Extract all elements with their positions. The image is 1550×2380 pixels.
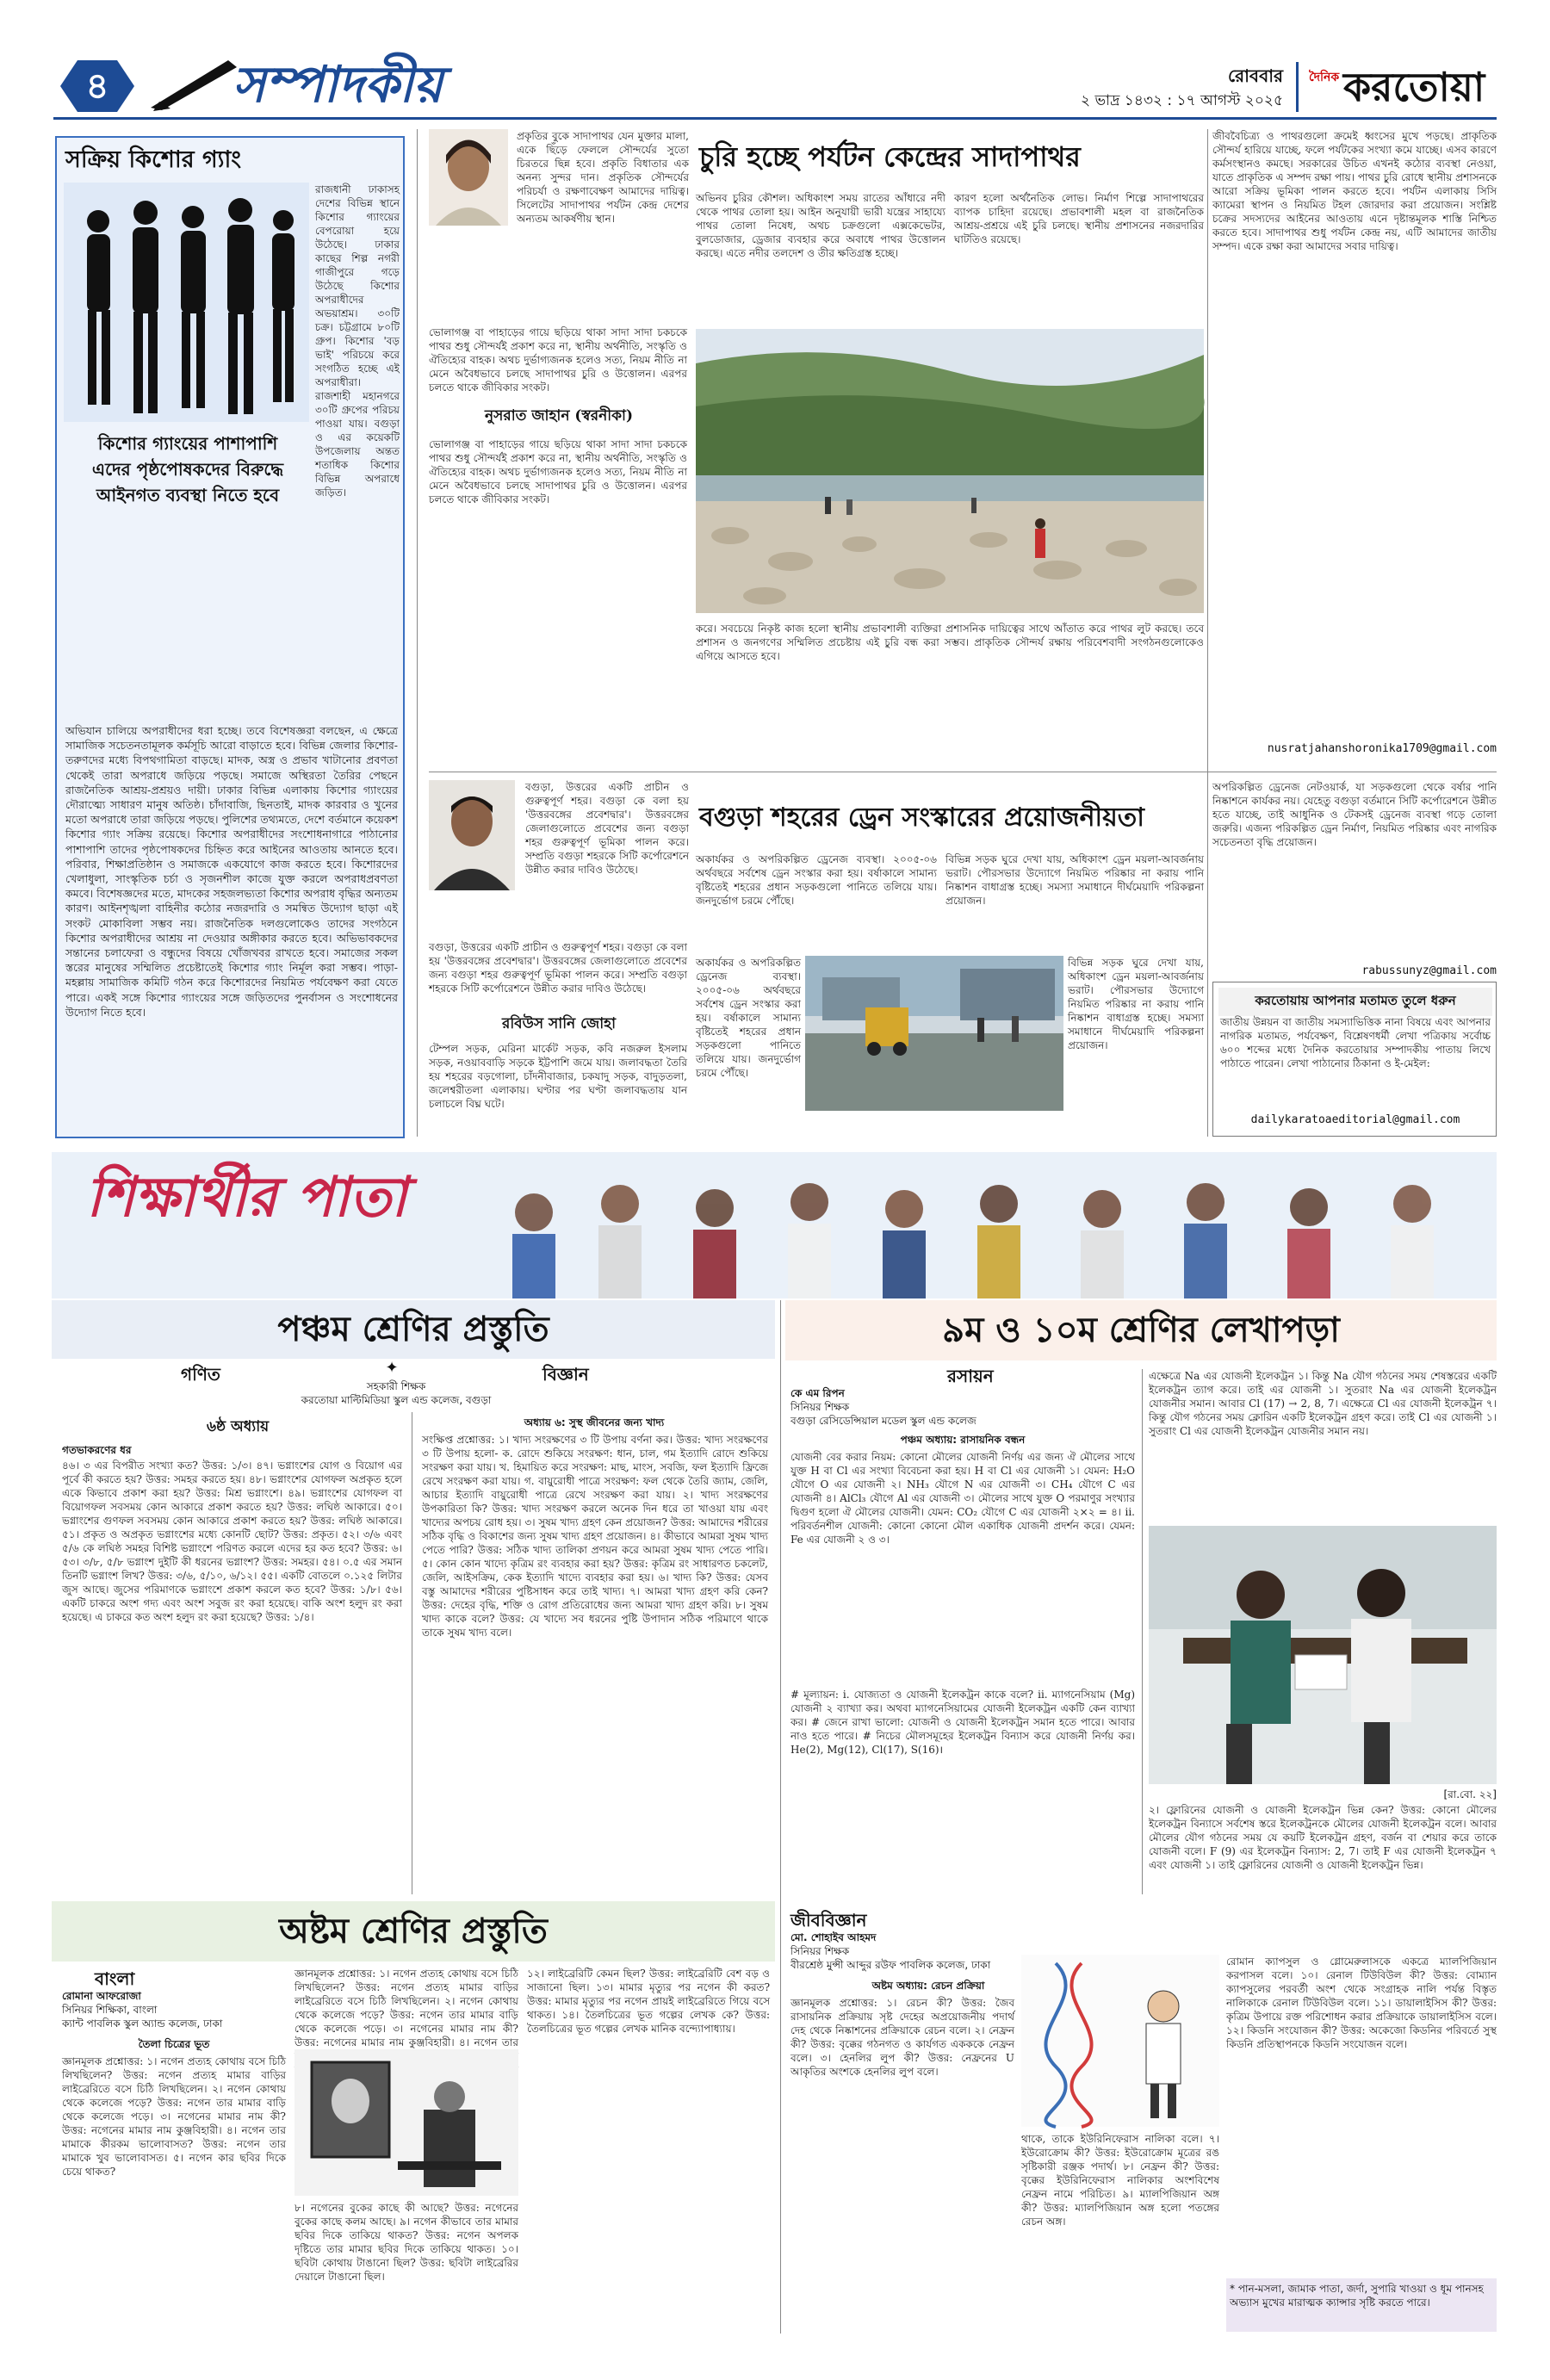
opinion-box bbox=[1212, 982, 1497, 1137]
class5-topic: গতভাকরণের ধর bbox=[62, 1444, 132, 1456]
class8-text-c: ১২। লাইব্রেরিটি কেমন ছিল? উত্তর: লাইব্রেরিটি বেশ বড় ও সাজানো ছিল। ১৩। মামার মৃত্যুর পর নগেন কী করত? উত্তর: মামার মৃত্যুর পর নগেন প্রায়ই লাইব্রেরিতে গিয়ে বসে থাকত। ১৪। তৈলচিত্রের ভূত গল্পের লেখক কে? উত্তর: তৈলচিত্রের ভূত গল্পের লেখক মানিক বন্দ্যোপাধ্যায়। bbox=[527, 1968, 770, 2035]
class5-title: পঞ্চম শ্রেণির প্রস্তুতি bbox=[52, 1300, 775, 1359]
drain-author: রবিউস সানি জোহা bbox=[501, 1015, 617, 1032]
class9-teacher-role: সিনিয়র শিক্ষক bbox=[790, 1401, 850, 1413]
section-title: সম্পাদকীয় bbox=[232, 55, 443, 114]
class9-chapter: পঞ্চম অধ্যায়: রাসায়নিক বন্ধন bbox=[900, 1434, 1026, 1446]
class5-subject-sci: বিজ্ঞান bbox=[542, 1364, 589, 1385]
drain-col-a: বগুড়া, উত্তরের একটি প্রাচীন ও গুরুত্বপূর্ণ শহর। বগুড়া কে বলা হয় 'উত্তরবঙ্গের প্রবেশদ্বার'। উত্তরবঙ্গের জেলাগুলোতে প্রবেশের জন্য বগুড়া শহর গুরুত্বপূর্ণ ভূমিকা পালন করে। সম্প্রতি বগুড়া শহরকে সিটি কর্পোরেশনে উন্নীত করার দাবিও উঠেছে। bbox=[525, 781, 689, 876]
drain-col-d: বিভিন্ন সড়ক ঘুরে দেখা যায়, অধিকাংশ ড্রেন ময়লা-আবর্জনায় ভরাট। পৌরসভার উদ্যোগে নিয়মিত পরিষ্কার না করায় পানি নিষ্কাশন বাধাগ্রস্ত হচ্ছে। সমস্যা সমাধানে দীর্ঘমেয়াদি পরিকল্পনা প্রয়োজন। bbox=[946, 853, 1204, 907]
sadapathor-col-e: করে। সবচেয়ে নিকৃষ্ট কাজ হলো স্থানীয় প্রভাবশালী ব্যক্তিরা প্রশাসনিক দায়িত্বের সাথে আঁতাত করে পাথর লুট করছে। তবে প্রশাসন ও জনগণের সম্মিলিত প্রচেষ্টায় এই চুরি বন্ধ করা সম্ভব। প্রাকৃতিক সৌন্দর্য রক্ষায় পরিবেশবাদী সংগঠনগুলোকেও এগিয়ে আসতে হবে। bbox=[696, 623, 1204, 662]
biology-school: বীরশ্রেষ্ঠ মুন্সী আব্দুর রউফ পাবলিক কলেজ, ঢাকা bbox=[790, 1959, 991, 1971]
sadapathor-headline: চুরি হচ্ছে পর্যটন কেন্দ্রের সাদাপাথর bbox=[699, 129, 1199, 184]
class5-school: করতোয়া মাল্টিমিডিয়া স্কুল এন্ড কলেজ, বগুড়া bbox=[301, 1394, 492, 1406]
sadapathor-col-d: জীববৈচিত্র্য ও পাথরগুলো ক্রমেই ধ্বংসের মুখে পড়ছে। প্রাকৃতিক সৌন্দর্য হারিয়ে যাচ্ছে, ফলে পর্যটকের সংখ্যা কমে যাচ্ছে। এসব কারণে কর্মসংস্থানও কমছে। সরকারের উচিত এখনই কঠোর ব্যবস্থা নেওয়া, যাতে প্রাকৃতিক এ সম্পদ রক্ষা পায়। পাথর চুরি রোধে স্থানীয় প্রশাসনকে আরো সক্রিয় ভূমিকা পালন করতে হবে। পর্যটন এলাকায় সিসি ক্যামেরা স্থাপন ও নিয়মিত টহল জোরদার করা প্রয়োজন। সংশ্লিষ্ট চক্রের সদস্যদের আইনের আওতায় এনে দৃষ্টান্তমূলক শাস্তি নিশ্চিত করতে হবে। সাদাপাথর শুধু পর্যটন কেন্দ্র নয়, এটি আমাদের জাতীয় সম্পদ। একে রক্ষা করা আমাদের সবার দায়িত্ব। bbox=[1212, 130, 1497, 252]
biology-chapter: অষ্টম অধ্যায়: রেচন প্রক্রিয়া bbox=[871, 1980, 985, 1992]
masthead-rule bbox=[53, 117, 1497, 120]
column-rule-1 bbox=[417, 129, 418, 1137]
class9-students-photo bbox=[1149, 1526, 1497, 1784]
class5-teacher: সহকারী শিক্ষক bbox=[366, 1380, 426, 1392]
biology-note: * পান-মসলা, জামাক পাতা, জর্দা, সুপারি খাওয়া ও ধূম পানসহ অভ্যাস মুখের মারাত্মক ক্যান্সার সৃষ্টি করতে পারে। bbox=[1226, 2278, 1497, 2332]
drain-headline: বগুড়া শহরের ড্রেন সংস্কারের প্রয়োজনীয়তা bbox=[699, 803, 1144, 833]
opinion-box-email[interactable]: dailykaratoaeditorial@gmail.com bbox=[1250, 1113, 1460, 1126]
class5-sci-chapter: অধ্যায় ৬: সুস্থ জীবনের জন্য খাদ্য bbox=[524, 1416, 665, 1429]
student-page-banner bbox=[52, 1152, 1497, 1298]
editorial-side-text: রাজধানী ঢাকাসহ দেশের বিভিন্ন স্থানে কিশোর গ্যাংয়ের বেপরোয়া হয়ে উঠেছে। ঢাকার কাছের শিল্প নগরী গাজীপুরে গড়ে উঠেছে কিশোর অপরাধীদের অভয়াশ্রম। ৩০টি চক্র। চট্টগ্রামে ৮০টি গ্রুপ। কিশোর 'বড় ভাই' পরিচয়ে করে সংগঠিত হচ্ছে এই অপরাধীরা। রাজশাহী মহানগরে ৩০টি গ্রুপের পরিচয় পাওয়া যায়। বগুড়া ও এর কয়েকটি উপজেলায় অন্তত শতাধিক কিশোর বিভিন্ন অপরাধে জড়িত। bbox=[315, 183, 400, 499]
page-number: ৪ bbox=[85, 65, 109, 107]
class8-illustration bbox=[294, 2049, 518, 2196]
sadapathor-author: নুসরাত জাহান (স্বরনীকা) bbox=[484, 407, 633, 425]
class8-subject: বাংলা bbox=[95, 1968, 135, 1989]
class8-teacher-name: রোমানা আফরোজা bbox=[62, 1990, 141, 2002]
drain-email: rabussunyz@gmail.com bbox=[1361, 964, 1497, 977]
class8-text-b: ৮। নগেনের বুকের কাছে কী আছে? উত্তর: নগেনের বুকের কাছে কলম আছে। ৯। নগেন কীভাবে তার মামার ছবির দিকে তাকিয়ে থাকত? উত্তর: নগেন অপলক দৃষ্টিতে তার মামার ছবির দিকে তাকিয়ে থাকত। ১০। ছবিটা কোথায় টাঙানো ছিল? উত্তর: ছবিটা লাইব্রেরির দেয়ালে টাঙানো ছিল। bbox=[294, 2202, 518, 2283]
class8-text-b-top: জ্ঞানমূলক প্রশ্নোত্তর: ১। নগেন প্রত্যহ কোথায় বসে চিঠি লিখছিলেন? উত্তর: নগেন প্রত্যহ মামার বাড়ির লাইব্রেরিতে বসে চিঠি লিখছিলেন। ২। নগেন কোথায় থেকে কলেজে পড়ে? উত্তর: নগেন তার মামার বাড়ি থেকে কলেজে পড়ে। ৩। নগেনের মামার নাম কী? উত্তর: নগেনের মামার নাম কুঞ্জবিহারী। ৪। নগেন তার bbox=[294, 1968, 518, 2048]
class9-title: ৯ম ও ১০ম শ্রেণির লেখাপড়া bbox=[785, 1300, 1497, 1360]
editorial-callout: কিশোর গ্যাংয়ের পাশাপাশি এদের পৃষ্ঠপোষকদের বিরুদ্ধে আইনগত ব্যবস্থা নিতে হবে bbox=[91, 433, 284, 505]
biology-text-a: জ্ঞানমূলক প্রশ্নোত্তর: ১। রেচন কী? উত্তর: জৈব রাসায়নিক প্রক্রিয়ায় সৃষ্ট দেহের অপ্রয়োজনীয় পদার্থ দেহ থেকে নিষ্কাশনের প্রক্রিয়াকে রেচন বলে। ২। নেফ্রন কী? উত্তর: বৃক্কের গঠনগত ও কার্যগত একককে নেফ্রন বলে। ৩। হেনলির লুপ কী? উত্তর: নেফ্রনের U আকৃতির অংশকে হেনলির লুপ বলে। bbox=[790, 1997, 1014, 2078]
gang-silhouette-image bbox=[64, 183, 309, 422]
author-photo-nusrat bbox=[429, 129, 508, 226]
drain-col-b: টেম্পল সড়ক, মেরিনা মার্কেট সড়ক, কবি নজরুল ইসলাম সড়ক, নওয়াববাড়ি সড়কে ইট্টপাশি জমে যায়। জলাবদ্ধতা তৈরি হয় শহরের বড়গোলা, চাঁদনীবাজার, চকযাদু সড়ক, বাদুড়তলা, জলেশ্বরীতলা এলাকায়। ঘণ্টার পর ঘণ্টা জলাবদ্ধতায় যান চলাচলে বিঘ্ন ঘটে। bbox=[429, 1043, 687, 1110]
drain-col-c: অকার্যকর ও অপরিকল্পিত ড্রেনেজ ব্যবস্থা। ২০০৫-০৬ অর্থবছরে সর্বশেষ ড্রেন সংস্কার করা হয়। বর্ষাকালে সামান্য বৃষ্টিতেই শহরের প্রধান সড়কগুলো পানিতে তলিয়ে যায়। জনদুর্ভোগ চরমে পৌঁছে। bbox=[696, 853, 937, 907]
paper-name-small: দৈনিক bbox=[1309, 71, 1340, 84]
masthead-date: ২ ভাদ্র ১৪৩২ : ১৭ আগস্ট ২০২৫ bbox=[1081, 92, 1283, 109]
class9-caption: [রা.বো. ২২] bbox=[1443, 1788, 1497, 1800]
drain-col-c-2: অকার্যকর ও অপরিকল্পিত ড্রেনেজ ব্যবস্থা। ২০০৫-০৬ অর্থবছরে সর্বশেষ ড্রেন সংস্কার করা হয়। বর্ষাকালে সামান্য বৃষ্টিতেই শহরের প্রধান সড়কগুলো পানিতে তলিয়ে যায়। জনদুর্ভোগ চরমে পৌঁছে। bbox=[696, 957, 801, 1079]
paper-name: করতোয়া bbox=[1343, 64, 1485, 110]
class5-subject-math: গণিত bbox=[181, 1364, 220, 1385]
class9-teacher-name: কে এম রিপন bbox=[790, 1387, 845, 1399]
editorial-title: সক্রিয় কিশোর গ্যাং bbox=[65, 146, 241, 173]
editorial-box bbox=[55, 136, 405, 1138]
class9-subject: রসায়ন bbox=[947, 1366, 994, 1386]
masthead bbox=[0, 0, 1550, 121]
biology-text-b: থাকে, তাকে ইউরিনিফেরাস নালিকা বলে। ৭। ইউরোক্রোম কী? উত্তর: ইউরোক্রোম মূত্রের রঙ সৃষ্টিকারী রঞ্জক পদার্থ। ৮। নেফ্রন কী? উত্তর: বৃক্কের ইউরিনিফেরাস নালিকার অংশবিশেষ নেফ্রন নামে পরিচিত। ৯। ম্যালপিজিয়ান অঙ্গ কী? উত্তর: ম্যালপিজিয়ান অঙ্গ হলো পতঙ্গের রেচন অঙ্গ। bbox=[1021, 2133, 1219, 2228]
class9-text-a: যোজনী বের করার নিয়ম: কোনো মৌলের যোজনী নির্ণয় এর জন্য ঐ মৌলের সাথে যুক্ত H বা Cl এর সংখ্যা বিবেচনা করা হয়। H বা Cl এর যোজনী ১। যেমন: H₂O যৌগে O এর যোজনী ২। NH₃ যৌগে N এর যোজনী ৩। CH₄ যৌগে C এর যোজনী ৪। AlCl₃ যৌগে Al এর যোজনী ৩। মৌলের সাথে যুক্ত O পরমাণুর সংখ্যার দ্বিগুণ হলো ঐ মৌলের যোজনী। যেমন: CO₂ যৌগে C এর যোজনী ২×২ = ৪। ii. পরিবর্তনশীল যোজনী: কোনো কোনো মৌল একাধিক যোজনী প্রদর্শন করে। যেমন: Fe এর যোজনী ২ ও ৩। bbox=[790, 1451, 1135, 1546]
pen-icon bbox=[146, 52, 241, 112]
sadapathor-col-a: ভোলাগঞ্জ বা পাহাড়ের গায়ে ছড়িয়ে থাকা সাদা সাদা চকচকে পাথর শুধু সৌন্দর্যই প্রকাশ করে না, স্থানীয় অর্থনীতি, সংস্কৃতি ও ঐতিহ্যের বাহক। অথচ দুর্ভাগ্যজনক হলেও সত্য, নিয়ম নীতি না মেনে অবৈধভাবে চলছে সাদাপাথর চুরি ও উত্তোলন। এরপর চলতে থাকে জীবিকার সংকট। bbox=[429, 438, 687, 505]
masthead-day: রোববার bbox=[1228, 65, 1283, 86]
sadapathor-intro: প্রকৃতির বুকে সাদাপাথর যেন মুক্তার মালা, একে ছিঁড়ে ফেললে সৌন্দর্যের সুতো চিরতরে ছিন্ন হবে। প্রকৃতি বিধাতার এক অনন্য সুন্দর দান। প্রকৃতিক সৌন্দর্যের পরিচর্যা ও রক্ষণাবেক্ষণ আমাদের দায়িত্ব। সিলেটের সাদাপাথর পর্যটন কেন্দ্র দেশের অন্যতম আকর্ষণীয় স্থান। bbox=[517, 130, 689, 225]
author-photo-rabius bbox=[429, 780, 515, 890]
column-rule-2 bbox=[1207, 129, 1208, 1137]
biology-teacher-role: সিনিয়র শিক্ষক bbox=[790, 1945, 850, 1957]
class5-math-text: ৪৬। ৩ এর বিপরীত সংখ্যা কত? উত্তর: ১/৩। ৪৭। ভগ্নাংশের যোগ ও বিয়োগ এর পূর্বে কী করতে হয়? উত্তর: সমহর করতে হয়। ৪৮। ভগ্নাংশের যোগফল অপ্রকৃত হলে একে কিভাবে প্রকাশ করা হয়? উত্তর: মিশ্র ভগ্নাংশে। ৪৯। ভগ্নাংশের যোগফল বা বিয়োগফল সবসময় কোন আকারে প্রকাশ করতে হয়? উত্তর: লঘিষ্ঠ আকারে। ৫০। ভগ্নাংশের গুণফল সবসময় কোন আকারে প্রকাশ করতে হয়? উত্তর: লঘিষ্ঠ আকারে। ৫১। প্রকৃত ও অপ্রকৃত ভগ্নাংশের মধ্যে কোনটি ছোট? উত্তর: প্রকৃত। ৫২। ৩/৬ এবং ৫/৬ কে লঘিষ্ঠ সমহর বিশিষ্ট ভগ্নাংশে পরিণত করলে এদের হর কত হবে? উত্তর: ৬। ৫৩। ৩/৮, ৫/৮ ভগ্নাংশ দুইটি কী ধরনের ভগ্নাংশ? উত্তর: সমহর। ৫৪। ০.৫ এর সমান তিনটি ভগ্নাংশ লিখ? উত্তর: ৩/৬, ৫/১০, ৬/১২। ৫৫। একটি বোতলে ০.১২৫ লিটার জুস আছে। জুসের পরিমাণকে ভগ্নাংশে প্রকাশ করলে কত হবে? উত্তর: ১/৮। ৫৬। একটি চাকরে অংশ গদ্য এবং অংশ সবুজ রং করা হয়েছে। বাকি অংশ হলুদ রং করা হয়েছে। এ চাকরে কত অংশ হলুদ রং করা হয়েছে? উত্তর: ১/৪। bbox=[62, 1460, 402, 1623]
student-middle-divider bbox=[780, 1300, 781, 2334]
sadapathor-email: nusratjahanshoronika1709@gmail.com bbox=[1267, 742, 1497, 755]
class5-sci-text: সংক্ষিপ্ত প্রশ্নোত্তর: ১। খাদ্য সংরক্ষণের ৩ টি উপায় বর্ণনা কর। উত্তর: খাদ্য সংরক্ষণের ৩ টি উপায় হলো- ক. রোদে শুকিয়ে সংরক্ষণ: ধান, চাল, গম ইত্যাদি রোদে শুকিয়ে সংরক্ষণ করা যায়। খ. হিমায়িত করে সংরক্ষণ: মাছ, মাংস, সবজি, ফল ইত্যাদি ফ্রিজে রেখে সংরক্ষণ করা যায়। গ. বায়ুরোধী পাত্রে সংরক্ষণ: ফল থেকে তৈরি জ্যাম, জেলি, আচার ইত্যাদি বায়ুরোধী পাত্রে রেখে সংরক্ষণ করা যায়। ২। খাদ্য সংরক্ষণের উপকারিতা কি? উত্তর: খাদ্য সংরক্ষণ করলে অনেক দিন ধরে তা খাওয়া যায় এবং খাদ্যের অপচয় রোধ হয়। ৩। সুষম খাদ্য গ্রহণ কেন প্রয়োজন? উত্তর: আমাদের শরীরের সঠিক বৃদ্ধি ও বিকাশের জন্য সুষম খাদ্য গ্রহণ প্রয়োজন। ৪। কীভাবে আমরা সুষম খাদ্য পেতে পারি? উত্তর: সঠিক খাদ্য তালিকা প্রণয়ন করে আমরা সুষম খাদ্য পেতে পারি। ৫। কোন কোন খাদ্যে কৃত্রিম রং ব্যবহার করা হয়? উত্তর: কৃত্রিম রং সাধারণত চকলেট, জেলি, আইসক্রিম, কেক ইত্যাদি খাদ্যে ব্যবহার করা হয়। ৬। খাদ্য কি? উত্তর: যেসব বস্তু আমাদের শরীরের পুষ্টিসাধন করে তাই খাদ্য। ৭। আমরা খাদ্য গ্রহণ করি কেন? উত্তর: দেহের বৃদ্ধি, শক্তি ও রোগ প্রতিরোধের জন্য আমরা খাদ্য গ্রহণ করি। ৮। সুষম খাদ্য কাকে বলে? উত্তর: যে খাদ্যে সব ধরনের পুষ্টি উপাদান সঠিক পরিমাণে থাকে তাকে সুষম খাদ্য বলে। bbox=[422, 1434, 768, 1639]
sadapathor-intro-2: ভোলাগঞ্জ বা পাহাড়ের গায়ে ছড়িয়ে থাকা সাদা সাদা চকচকে পাথর শুধু সৌন্দর্যই প্রকাশ করে না, স্থানীয় অর্থনীতি, সংস্কৃতি ও ঐতিহ্যের বাহক। অথচ দুর্ভাগ্যজনক হলেও সত্য, নিয়ম নীতি না মেনে অবৈধভাবে চলছে সাদাপাথর চুরি ও উত্তোলন। এরপর চলতে থাকে জীবিকার সংকট। bbox=[429, 326, 687, 394]
class9-divider bbox=[1142, 1369, 1143, 1894]
class9-school: বগুড়া রেসিডেন্সিয়াল মডেল স্কুল এন্ড কলেজ bbox=[790, 1415, 976, 1427]
class8-text-a: জ্ঞানমূলক প্রশ্নোত্তর: ১। নগেন প্রত্যহ কোথায় বসে চিঠি লিখছিলেন? উত্তর: নগেন প্রত্যহ মামার বাড়ির লাইব্রেরিতে বসে চিঠি লিখছিলেন। ২। নগেন কোথায় থেকে কলেজে পড়ে? উত্তর: নগেন তার মামার বাড়ি থেকে কলেজে পড়ে। ৩। নগেনের মামার নাম কী? উত্তর: নগেনের মামার নাম কুঞ্জবিহারী। ৪। নগেন তার মামাকে কীরকম ভালোবাসত? উত্তর: নগেন তার মামাকে খুব ভালোবাসত। ৫। নগেন কার ছবির দিকে চেয়ে থাকত? bbox=[62, 2055, 286, 2178]
biology-text-c: রোমান ক্যাপসুল ও গ্লোমেরুলাসকে একত্রে ম্যালপিজিয়ান করপাসল বলে। ১০। রেনাল টিউবিউল কী? উত্তর: বোম্যান ক্যাপসুলের পরবর্তী অংশ থেকে সংগ্রাহক নালি পর্যন্ত বিস্তৃত নালিকাকে রেনাল টিউবিউল বলে। ১১। ডায়ালাইসিস কী? উত্তর: কৃত্রিম উপায়ে রক্ত পরিশোধন করার প্রক্রিয়াকে ডায়ালাইসিস বলে। ১২। কিডনি সংযোজন কী? উত্তর: অকেজো কিডনির পরিবর্তে সুস্থ কিডনি প্রতিস্থাপনকে কিডনি সংযোজন বলে। bbox=[1226, 1955, 1497, 2050]
class8-school: ক্যান্ট পাবলিক স্কুল অ্যান্ড কলেজ, ঢাকা bbox=[62, 2017, 223, 2030]
class8-topic: তৈলা চিত্রের ভূত bbox=[138, 2038, 210, 2050]
class9-text-d: ২। ফ্লোরিনের যোজনী ও যোজনী ইলেকট্রন ভিন্ন কেন? উত্তর: কোনো মৌলের ইলেকট্রন বিন্যাসে সর্বশেষ স্তরে ইলেকট্রনকে মৌলের যোজনী ইলেকট্রন বলে। আবার মৌলের যৌগ গঠনের সময় যে কয়টি ইলেকট্রন গ্রহণ, বর্জন বা শেয়ার করে তাকে যোজনী বলে। F (9) এর ইলেকট্রন বিন্যাস: 2, 7। তাই F এর যোজনী ইলেকট্রন ৭ এবং যোজনী ১। তাই ফ্লোরিনের যোজনী ও যোজনী ইলেকট্রন ভিন্ন। bbox=[1149, 1804, 1497, 1871]
biology-teacher-name: মো. শোহাইব আহমদ bbox=[790, 1931, 877, 1943]
class8-teacher-role: সিনিয়র শিক্ষিকা, বাংলা bbox=[62, 2004, 158, 2016]
biology-subject: জীববিজ্ঞান bbox=[790, 1910, 867, 1931]
class5-chapter: ৬ষ্ঠ অধ্যায় bbox=[207, 1418, 270, 1435]
drain-col-e: অপরিকল্পিত ড্রেনেজ নেটওয়ার্ক, যা সড়কগুলো থেকে বর্ষার পানি নিষ্কাশনে কার্যকর নয়। যেহেতু বগুড়া বর্তমানে সিটি কর্পোরেশনে উন্নীত হতে যাচ্ছে, তাই আধুনিক ও টেকসই ড্রেনেজ ব্যবস্থা গড়ে তোলা জরুরি। এজন্য পরিকল্পিত ড্রেন নির্মাণ, নিয়মিত পরিষ্কার এবং নাগরিক সচেতনতা বৃদ্ধি প্রয়োজন। bbox=[1212, 781, 1497, 848]
masthead-separator bbox=[1296, 62, 1299, 112]
drain-col-d-2: বিভিন্ন সড়ক ঘুরে দেখা যায়, অধিকাংশ ড্রেন ময়লা-আবর্জনায় ভরাট। পৌরসভার উদ্যোগে নিয়মিত পরিষ্কার না করায় পানি নিষ্কাশন বাধাগ্রস্ত হচ্ছে। সমস্যা সমাধানে দীর্ঘমেয়াদি পরিকল্পনা প্রয়োজন। bbox=[1068, 957, 1204, 1051]
class9-text-b: # মূল্যায়ন: i. যোজ্যতা ও যোজনী ইলেকট্রন কাকে বলে? ii. ম্যাগনেসিয়াম (Mg) যোজনী ২ ব্যাখ্যা কর। অথবা ম্যাগনেসিয়ামের যোজনী ইলেকট্রন একটি কেন ব্যাখ্যা কর। # জেনে রাখা ভালো: যোজনী ও যোজনী ইলেকট্রন সমান হতে পারে। আবার নাও হতে পারে। # নিচের মৌলসমূহের ইলেকট্রন বিন্যাস করে যোজনী নির্ণয় কর। He(2), Mg(12), Cl(17), S(16)। bbox=[790, 1689, 1135, 1756]
editorial-body: অভিযান চালিয়ে অপরাধীদের ধরা হচ্ছে। তবে বিশেষজ্ঞরা বলছেন, এ ক্ষেত্রে সামাজিক সচেতনতামূলক কর্মসূচি আরো বাড়াতে হবে। বিভিন্ন জেলার কিশোর-তরুণদের মধ্যে বিপথগামিতা বাড়ছে। মাদক, অস্ত্র ও প্রভাব খাটানোর প্রবণতা থেকেই তারা অপরাধে জড়িয়ে পড়ছে। সমাজে অস্থিরতা তৈরির পেছনে রাজনৈতিক আশ্রয়-প্রশ্রয়ও দায়ী। ঢাকার বিভিন্ন এলাকায় কিশোর গ্যাংয়ের দৌরাত্ম্যে সাধারণ মানুষ অতিষ্ঠ। চাঁদাবাজি, ছিনতাই, মাদক কারবার ও খুনের মতো অপরাধে তারা জড়িয়ে পড়ছে। পুলিশের তথ্যমতে, দেশে বর্তমানে কয়েকশ কিশোর গ্যাং সক্রিয় রয়েছে। কিশোর অপরাধীদের সংশোধনাগারে পাঠানোর পাশাপাশি তাদের পৃষ্ঠপোষকদের চিহ্নিত করে আইনের আওতায় আনতে হবে। পরিবার, শিক্ষাপ্রতিষ্ঠান ও সমাজকে একযোগে কাজ করতে হবে। কিশোরদের খেলাধুলা, সাংস্কৃতিক চর্চা ও সৃজনশীল কাজে যুক্ত করলে অপরাধপ্রবণতা কমবে। বিশেষজ্ঞদের মতে, মাদকের সহজলভ্যতা কিশোর অপরাধ বৃদ্ধির অন্যতম কারণ। আইনশৃঙ্খলা বাহিনীর কঠোর নজরদারি ও সমন্বিত উদ্যোগ ছাড়া এই সংকট মোকাবিলা সম্ভব নয়। রাজনৈতিক দলগুলোকেও তাদের সংগঠনে কিশোর অপরাধীদের আশ্রয় না দেওয়ার অঙ্গীকার করতে হবে। অভিভাবকদের সন্তানের চলাফেরা ও বন্ধুদের বিষয়ে খোঁজখবর রাখতে হবে। সমাজের সকল স্তরের মানুষের সম্মিলিত প্রচেষ্টাতেই কিশোর গ্যাং নির্মূল করা সম্ভব। পাড়া-মহল্লায় সামাজিক কমিটি গঠন করে কিশোরদের নিয়মিত পর্যবেক্ষণ করা যেতে পারে। একই সঙ্গে কিশোর গ্যাংয়ের সঙ্গে জড়িতদের পুনর্বাসন ও সংশোধনের উদ্যোগ নিতে হবে। bbox=[65, 724, 398, 1019]
opinion-box-text: জাতীয় উন্নয়ন বা জাতীয় সমস্যাভিত্তিক নানা বিষয়ে এবং আপনার নাগরিক মতামত, পর্যবেক্ষণ, বিশ্লেষণধর্মী লেখা পত্রিকায় সর্বোচ্চ ৬০০ শব্দের মধ্যে দৈনিক করতোয়ার সম্পাদকীয় পাতায় লিখে পাঠাতে পারেন। লেখা পাঠানোর ঠিকানা ও ই-মেইল: bbox=[1220, 1016, 1491, 1069]
sadapathor-col-b: অভিনব চুরির কৌশল। অধিকাংশ সময় রাতের আঁধারে নদী থেকে পাথর তোলা হয়। আইন অনুযায়ী ভারী যন্ত্রের সাহায্যে পাথর তোলা নিষেধ, অথচ চক্রগুলো এক্সকেভেটর, বুলডোজার, ড্রেজার ব্যবহার করে অবাধে পাথর উত্তোলন করছে। এতে নদীর তলদেশ ও তীর ক্ষতিগ্রস্ত হচ্ছে। bbox=[696, 192, 946, 259]
class5-star-icon: ✦ bbox=[385, 1359, 399, 1377]
opinion-box-title: করতোয়ায় আপনার মতামত তুলে ধরুন bbox=[1218, 988, 1492, 1016]
sadapathor-col-c: কারণ হলো অর্থনৈতিক লোভ। নির্মাণ শিল্পে সাদাপাথরের ব্যাপক চাহিদা রয়েছে। প্রভাবশালী মহল বা রাজনৈতিক আশ্রয়-প্রশ্রয়ে এই চুরি চলছে। স্থানীয় প্রশাসনের নজরদারির ঘাটতিও রয়েছে। bbox=[954, 192, 1204, 245]
drain-photo bbox=[805, 956, 1063, 1111]
class9-text-c: এক্ষেত্রে Na এর যোজনী ইলেকট্রন ১। কিন্তু Na যৌগ গঠনের সময় শেষস্তরের একটি ইলেকট্রন ত্যাগ করে। তাই এর যোজনী ১। সুতরাং Na এর যোজনী ইলেকট্রন যোজনীর সমান। আবার Cl (17) → 2, 8, 7। এক্ষেত্রে Cl এর যোজনী ইলেকট্রন ৭। কিন্তু যৌগ গঠনের সময় ক্লোরিন একটি ইলেকট্রন গ্রহণ করে। তাই Cl এর যোজনী ১। সুতরাং Cl এর যোজনী ইলেকট্রন যোজনীর সমান নয়। bbox=[1149, 1370, 1497, 1437]
biology-dna-illustration bbox=[1021, 1955, 1219, 2127]
student-page-title: শিক্ষার্থীর পাতা bbox=[86, 1165, 407, 1230]
sadapathor-photo bbox=[696, 329, 1204, 613]
drain-col-a-2: বগুড়া, উত্তরের একটি প্রাচীন ও গুরুত্বপূর্ণ শহর। বগুড়া কে বলা হয় 'উত্তরবঙ্গের প্রবেশদ্বার'। উত্তরবঙ্গের জেলাগুলোতে প্রবেশের জন্য বগুড়া শহর গুরুত্বপূর্ণ ভূমিকা পালন করে। সম্প্রতি বগুড়া শহরকে সিটি কর্পোরেশনে উন্নীত করার দাবিও উঠেছে। bbox=[429, 941, 687, 995]
class8-title: অষ্টম শ্রেণির প্রস্তুতি bbox=[52, 1901, 775, 1962]
